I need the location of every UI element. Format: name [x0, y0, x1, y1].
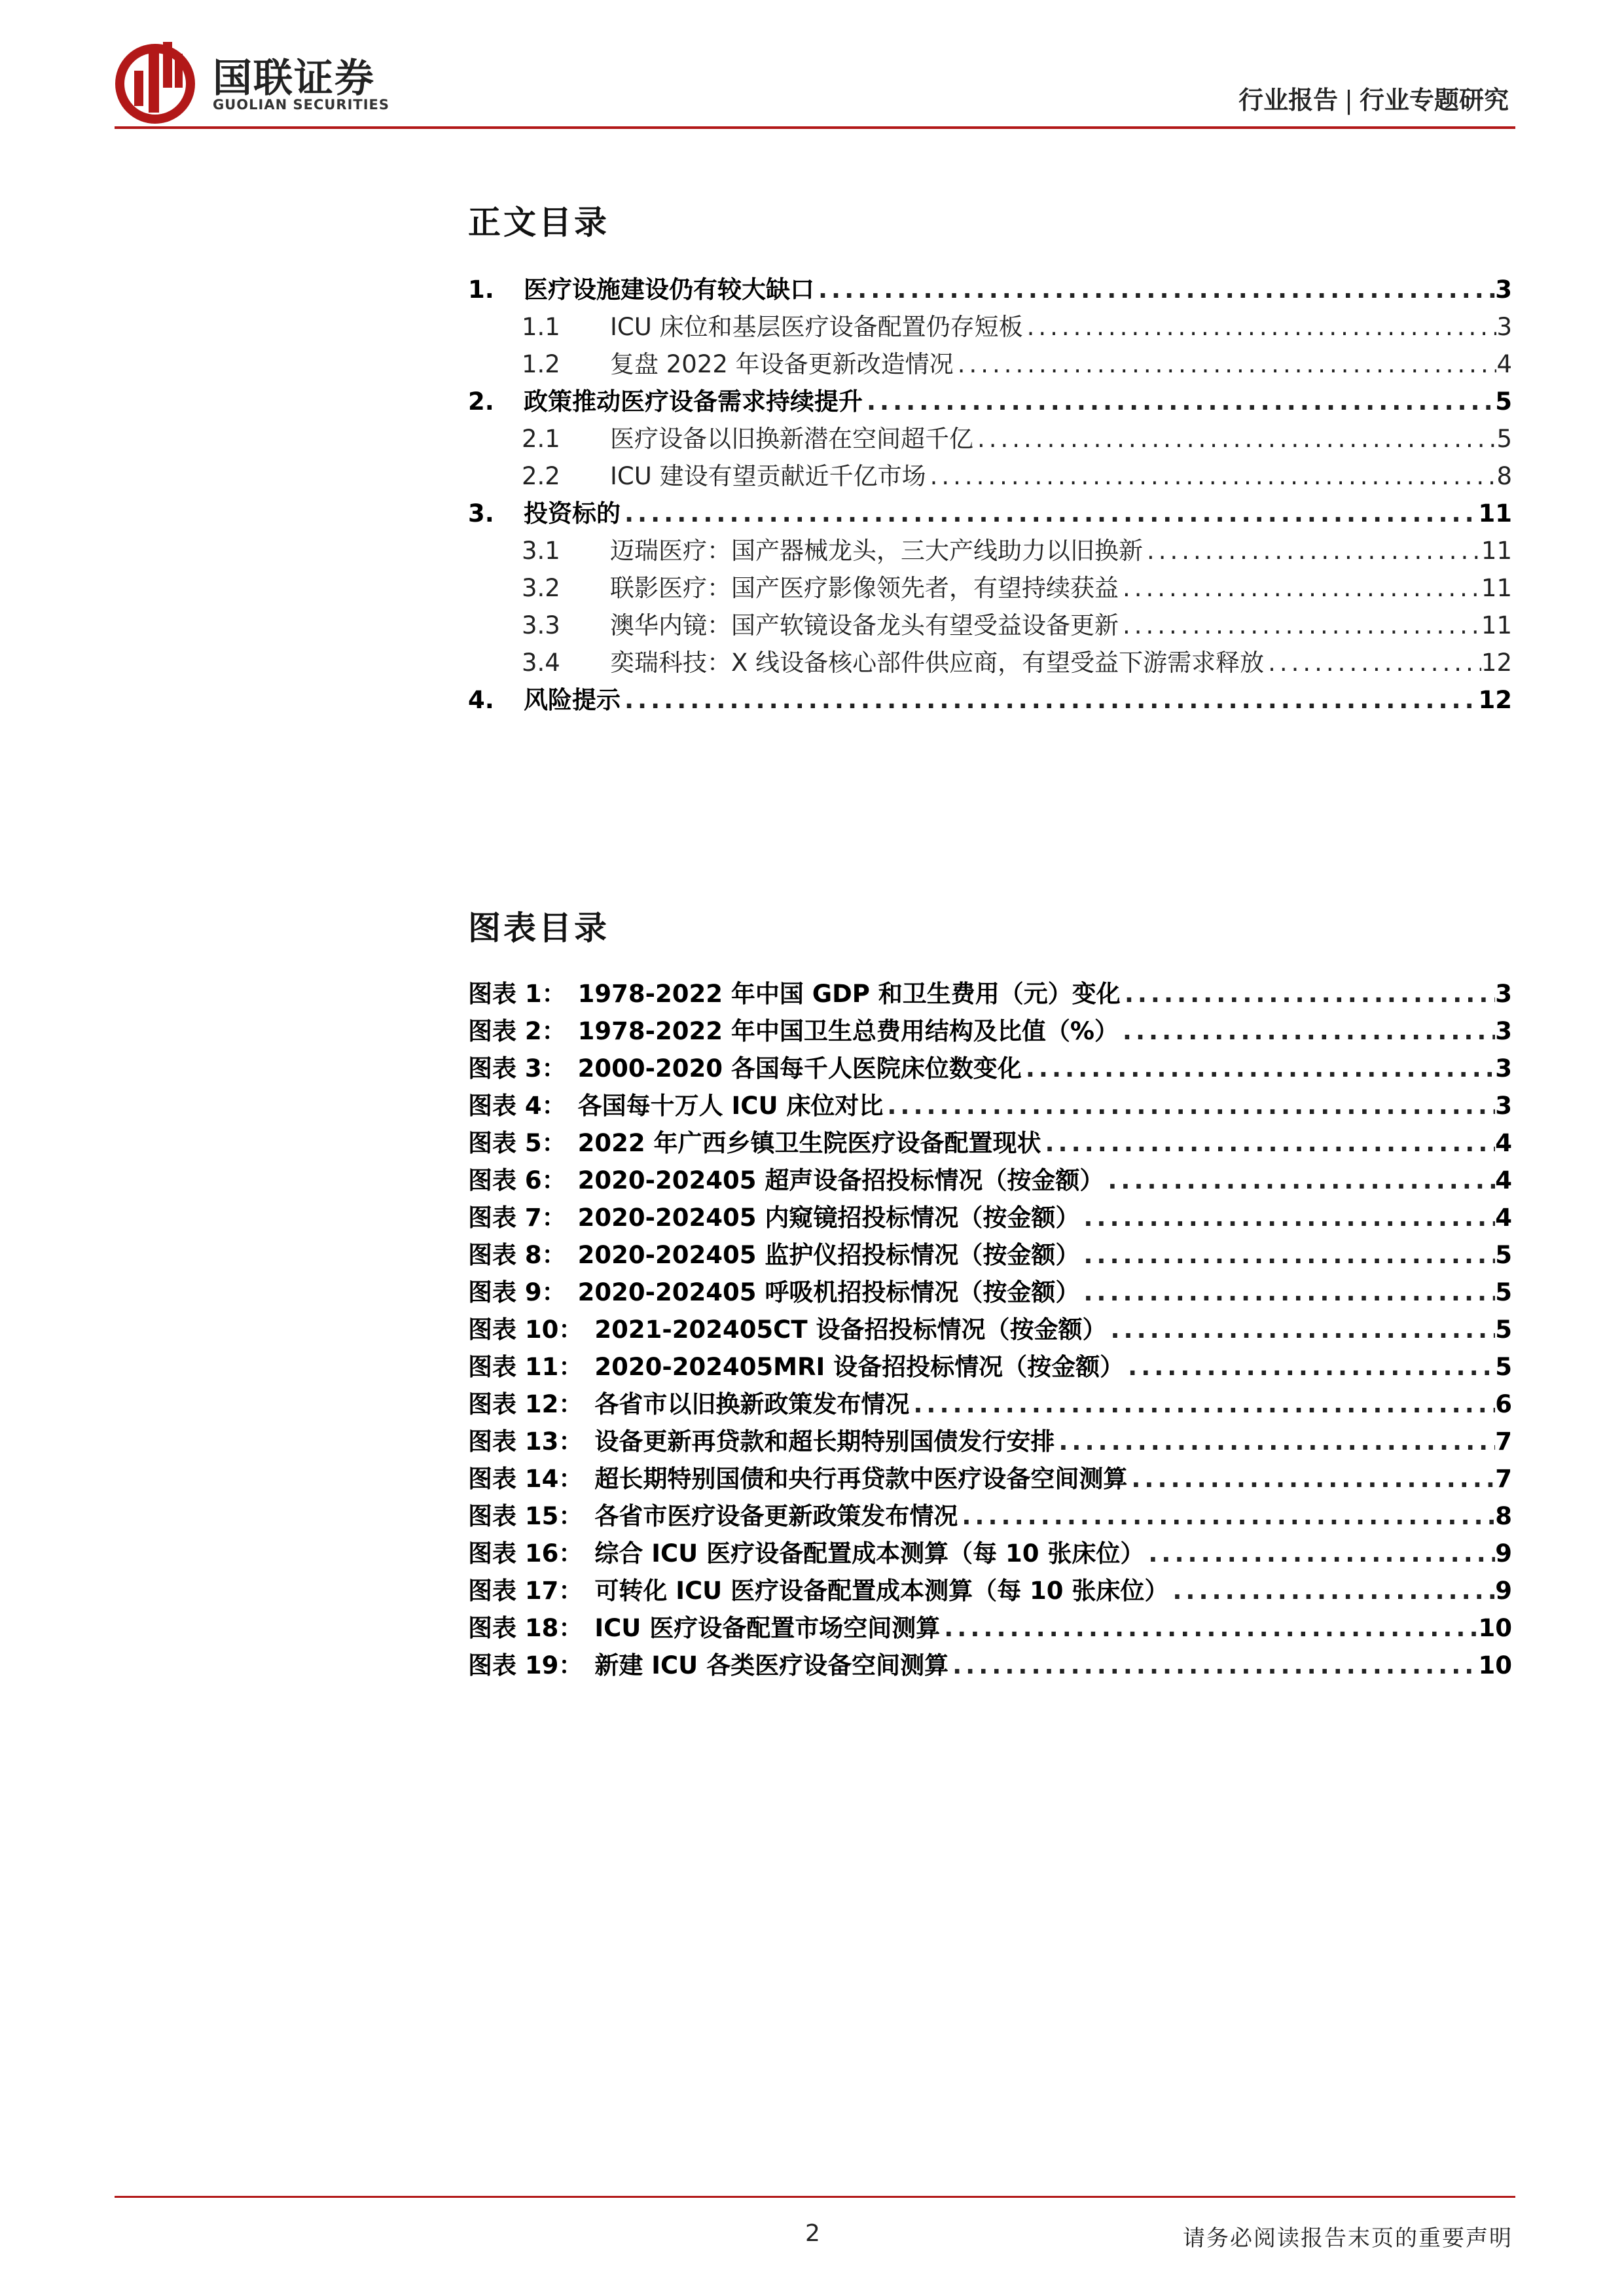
- footer-divider: [115, 2196, 1515, 2198]
- toc-leader-dots: [1079, 1241, 1495, 1269]
- toc-entry-title: 各省市以旧换新政策发布情况: [594, 1390, 910, 1418]
- toc-entry-page: 5: [1495, 387, 1512, 416]
- toc-entry-page: 8: [1495, 1502, 1512, 1530]
- toc-entry-title: 各省市医疗设备更新政策发布情况: [594, 1502, 958, 1530]
- toc-entry-number: 3.: [468, 499, 494, 528]
- toc-entry-number: 3.2: [522, 574, 560, 602]
- toc-entry-page: 3: [1495, 980, 1512, 1008]
- toc-entry-number: 图表 12：: [468, 1390, 583, 1418]
- toc-entry-page: 4: [1495, 1129, 1512, 1157]
- toc-entry-number: 图表 10：: [468, 1316, 583, 1344]
- toc-entry-page: 11: [1481, 611, 1512, 639]
- toc-entry-page: 4: [1496, 350, 1512, 378]
- toc-entry-number: 图表 15：: [468, 1502, 583, 1530]
- figure-toc-entry[interactable]: [468, 1347, 1512, 1384]
- logo-english-name: GUOLIAN SECURITIES: [213, 97, 389, 113]
- figure-toc-entry[interactable]: [468, 1011, 1512, 1049]
- page-header: [115, 39, 1515, 126]
- toc-entry[interactable]: [468, 643, 1512, 680]
- toc-entry-number: 图表 9：: [468, 1278, 566, 1306]
- figure-toc-entry[interactable]: [468, 1496, 1512, 1534]
- toc-entry[interactable]: [468, 270, 1512, 307]
- toc-leader-dots: [621, 686, 1479, 714]
- toc-leader-dots: [1127, 1465, 1495, 1493]
- figure-toc-list: [468, 974, 1512, 1683]
- toc-entry-number: 图表 2：: [468, 1017, 566, 1045]
- toc-entry-number: 2.2: [522, 462, 560, 490]
- figure-toc-entry[interactable]: [468, 1645, 1512, 1683]
- report-type: 行业报告: [1238, 86, 1339, 115]
- toc-entry-page: 5: [1495, 1278, 1512, 1306]
- toc-leader-dots: [1023, 313, 1497, 341]
- toc-entry-title: 可转化 ICU 医疗设备配置成本测算（每 10 张床位）: [594, 1577, 1169, 1605]
- toc-entry-number: 3.4: [522, 649, 560, 677]
- toc-entry-number: 4.: [468, 686, 494, 714]
- toc-entry-number: 图表 1：: [468, 980, 566, 1008]
- toc-leader-dots: [1143, 537, 1481, 565]
- figure-toc-title: 图表目录: [468, 909, 609, 947]
- toc-entry-number: 1.1: [522, 313, 560, 341]
- toc-entry-title: 政策推动医疗设备需求持续提升: [524, 387, 863, 416]
- figure-toc-entry[interactable]: [468, 1608, 1512, 1645]
- toc-entry-title: 澳华内镜：国产软镜设备龙头有望受益设备更新: [610, 611, 1119, 639]
- toc-entry-number: 图表 13：: [468, 1427, 583, 1456]
- toc-leader-dots: [814, 276, 1495, 304]
- figure-toc-entry[interactable]: [468, 1086, 1512, 1123]
- toc-entry-page: 8: [1496, 462, 1512, 490]
- toc-entry-page: 6: [1495, 1390, 1512, 1418]
- toc-entry-title: 1978-2022 年中国 GDP 和卫生费用（元）变化: [577, 980, 1121, 1008]
- toc-leader-dots: [1264, 649, 1481, 677]
- toc-leader-dots: [1121, 980, 1495, 1008]
- main-toc-list: [468, 270, 1512, 717]
- toc-entry-number: 2.: [468, 387, 494, 416]
- toc-entry-page: 7: [1495, 1427, 1512, 1456]
- toc-entry[interactable]: [468, 344, 1512, 382]
- toc-entry[interactable]: [468, 680, 1512, 717]
- toc-entry-page: 10: [1478, 1651, 1512, 1679]
- toc-entry-title: 医疗设施建设仍有较大缺口: [524, 276, 814, 304]
- toc-entry[interactable]: [468, 307, 1512, 344]
- toc-entry-title: 2020-202405 内窥镜招投标情况（按金额）: [577, 1204, 1080, 1232]
- logo-chinese-name: 国联证券: [213, 56, 375, 101]
- toc-entry-page: 5: [1495, 1353, 1512, 1381]
- toc-entry-title: 1978-2022 年中国卫生总费用结构及比值（%）: [577, 1017, 1119, 1045]
- toc-entry-page: 7: [1495, 1465, 1512, 1493]
- toc-entry[interactable]: [468, 382, 1512, 419]
- figure-toc-entry[interactable]: [468, 1571, 1512, 1608]
- toc-entry-title: 2020-202405 呼吸机招投标情况（按金额）: [577, 1278, 1080, 1306]
- figure-toc-entry[interactable]: [468, 1049, 1512, 1086]
- main-toc-title: 正文目录: [468, 204, 609, 242]
- figure-toc-entry[interactable]: [468, 1198, 1512, 1235]
- toc-entry-page: 5: [1495, 1316, 1512, 1344]
- toc-leader-dots: [1104, 1166, 1495, 1194]
- toc-entry-title: ICU 医疗设备配置市场空间测算: [594, 1614, 941, 1642]
- figure-toc-entry[interactable]: [468, 1384, 1512, 1422]
- toc-entry-page: 3: [1496, 313, 1512, 341]
- figure-toc-entry[interactable]: [468, 1235, 1512, 1272]
- toc-leader-dots: [1144, 1539, 1495, 1568]
- toc-entry-title: 2020-202405 监护仪招投标情况（按金额）: [577, 1241, 1080, 1269]
- toc-leader-dots: [1079, 1204, 1495, 1232]
- toc-leader-dots: [1119, 574, 1481, 602]
- toc-entry-page: 9: [1495, 1577, 1512, 1605]
- toc-entry-page: 5: [1496, 425, 1512, 453]
- toc-entry-number: 3.3: [522, 611, 560, 639]
- toc-entry-number: 图表 11：: [468, 1353, 583, 1381]
- toc-leader-dots: [958, 1502, 1495, 1530]
- guolian-logo-icon: [115, 39, 200, 124]
- toc-leader-dots: [948, 1651, 1478, 1679]
- toc-entry-number: 2.1: [522, 425, 560, 453]
- toc-leader-dots: [1119, 1017, 1495, 1045]
- toc-entry-title: ICU 床位和基层医疗设备配置仍存短板: [610, 313, 1023, 341]
- toc-entry-title: 联影医疗：国产医疗影像领先者，有望持续获益: [610, 574, 1119, 602]
- figure-toc-entry[interactable]: [468, 1123, 1512, 1160]
- toc-entry[interactable]: [468, 531, 1512, 568]
- toc-entry-title: 新建 ICU 各类医疗设备空间测算: [594, 1651, 949, 1679]
- toc-entry-title: 复盘 2022 年设备更新改造情况: [610, 350, 954, 378]
- toc-entry-title: 2021-202405CT 设备招投标情况（按金额）: [594, 1316, 1107, 1344]
- toc-entry-title: 风险提示: [524, 686, 621, 714]
- toc-entry-number: 1.: [468, 276, 494, 304]
- toc-leader-dots: [883, 1092, 1495, 1120]
- toc-entry-number: 图表 14：: [468, 1465, 583, 1493]
- toc-entry-title: 各国每十万人 ICU 床位对比: [577, 1092, 884, 1120]
- toc-entry-title: 迈瑞医疗：国产器械龙头，三大产线助力以旧换新: [610, 537, 1143, 565]
- page-number: 2: [805, 2220, 820, 2247]
- toc-entry-title: 2020-202405 超声设备招投标情况（按金额）: [577, 1166, 1104, 1194]
- toc-entry-number: 图表 7：: [468, 1204, 566, 1232]
- toc-entry-page: 11: [1481, 537, 1512, 565]
- company-logo: [115, 39, 429, 124]
- toc-entry-page: 5: [1495, 1241, 1512, 1269]
- toc-leader-dots: [863, 387, 1495, 416]
- report-subtype: 行业专题研究: [1359, 86, 1509, 115]
- figure-toc-entry[interactable]: [468, 974, 1512, 1011]
- toc-entry[interactable]: [468, 419, 1512, 456]
- toc-entry-title: 投资标的: [524, 499, 621, 528]
- header-divider: [115, 126, 1515, 129]
- figure-toc-entry[interactable]: [468, 1310, 1512, 1347]
- toc-entry-number: 图表 8：: [468, 1241, 566, 1269]
- toc-entry-page: 12: [1481, 649, 1512, 677]
- toc-entry-number: 图表 18：: [468, 1614, 583, 1642]
- toc-entry-number: 图表 17：: [468, 1577, 583, 1605]
- toc-entry-page: 11: [1481, 574, 1512, 602]
- toc-entry-page: 9: [1495, 1539, 1512, 1568]
- toc-entry[interactable]: [468, 493, 1512, 531]
- toc-leader-dots: [621, 499, 1479, 528]
- figure-toc-entry[interactable]: [468, 1272, 1512, 1310]
- toc-leader-dots: [926, 462, 1497, 490]
- toc-leader-dots: [940, 1614, 1478, 1642]
- toc-entry-number: 图表 4：: [468, 1092, 566, 1120]
- toc-entry-page: 10: [1478, 1614, 1512, 1642]
- toc-entry-number: 1.2: [522, 350, 560, 378]
- header-separator: |: [1344, 86, 1353, 115]
- toc-leader-dots: [954, 350, 1497, 378]
- toc-entry-page: 3: [1495, 1017, 1512, 1045]
- toc-entry[interactable]: [468, 568, 1512, 605]
- toc-entry-number: 图表 6：: [468, 1166, 566, 1194]
- figure-toc-entry[interactable]: [468, 1534, 1512, 1571]
- toc-entry-number: 3.1: [522, 537, 560, 565]
- toc-leader-dots: [1106, 1316, 1495, 1344]
- toc-leader-dots: [1041, 1129, 1496, 1157]
- toc-entry-number: 图表 5：: [468, 1129, 566, 1157]
- toc-entry-page: 3: [1495, 276, 1512, 304]
- toc-entry-title: ICU 建设有望贡献近千亿市场: [610, 462, 926, 490]
- toc-entry-title: 2022 年广西乡镇卫生院医疗设备配置现状: [577, 1129, 1041, 1157]
- toc-entry-page: 4: [1495, 1166, 1512, 1194]
- toc-leader-dots: [973, 425, 1496, 453]
- toc-entry[interactable]: [468, 456, 1512, 493]
- report-category: [1238, 80, 1509, 116]
- toc-entry-title: 2020-202405MRI 设备招投标情况（按金额）: [594, 1353, 1125, 1381]
- toc-entry-number: 图表 19：: [468, 1651, 583, 1679]
- figure-toc-entry[interactable]: [468, 1422, 1512, 1459]
- toc-entry-number: 图表 16：: [468, 1539, 583, 1568]
- toc-leader-dots: [1168, 1577, 1495, 1605]
- toc-leader-dots: [1079, 1278, 1495, 1306]
- toc-entry-title: 设备更新再贷款和超长期特别国债发行安排: [594, 1427, 1055, 1456]
- toc-entry-page: 3: [1495, 1054, 1512, 1083]
- toc-entry[interactable]: [468, 605, 1512, 643]
- toc-leader-dots: [1022, 1054, 1495, 1083]
- toc-entry-page: 3: [1495, 1092, 1512, 1120]
- toc-entry-number: 图表 3：: [468, 1054, 566, 1083]
- toc-entry-page: 4: [1495, 1204, 1512, 1232]
- toc-entry-title: 超长期特别国债和央行再贷款中医疗设备空间测算: [594, 1465, 1128, 1493]
- toc-entry-page: 11: [1478, 499, 1512, 528]
- toc-leader-dots: [1119, 611, 1481, 639]
- footer-disclaimer: 请务必阅读报告末页的重要声明: [1183, 2225, 1513, 2251]
- figure-toc-entry[interactable]: [468, 1160, 1512, 1198]
- toc-entry-title: 综合 ICU 医疗设备配置成本测算（每 10 张床位）: [594, 1539, 1145, 1568]
- toc-entry-title: 医疗设备以旧换新潜在空间超千亿: [610, 425, 973, 453]
- toc-leader-dots: [1124, 1353, 1495, 1381]
- toc-leader-dots: [1055, 1427, 1495, 1456]
- toc-entry-page: 12: [1478, 686, 1512, 714]
- toc-entry-title: 奕瑞科技：X 线设备核心部件供应商，有望受益下游需求释放: [610, 649, 1265, 677]
- toc-leader-dots: [909, 1390, 1495, 1418]
- figure-toc-entry[interactable]: [468, 1459, 1512, 1496]
- toc-entry-title: 2000-2020 各国每千人医院床位数变化: [577, 1054, 1022, 1083]
